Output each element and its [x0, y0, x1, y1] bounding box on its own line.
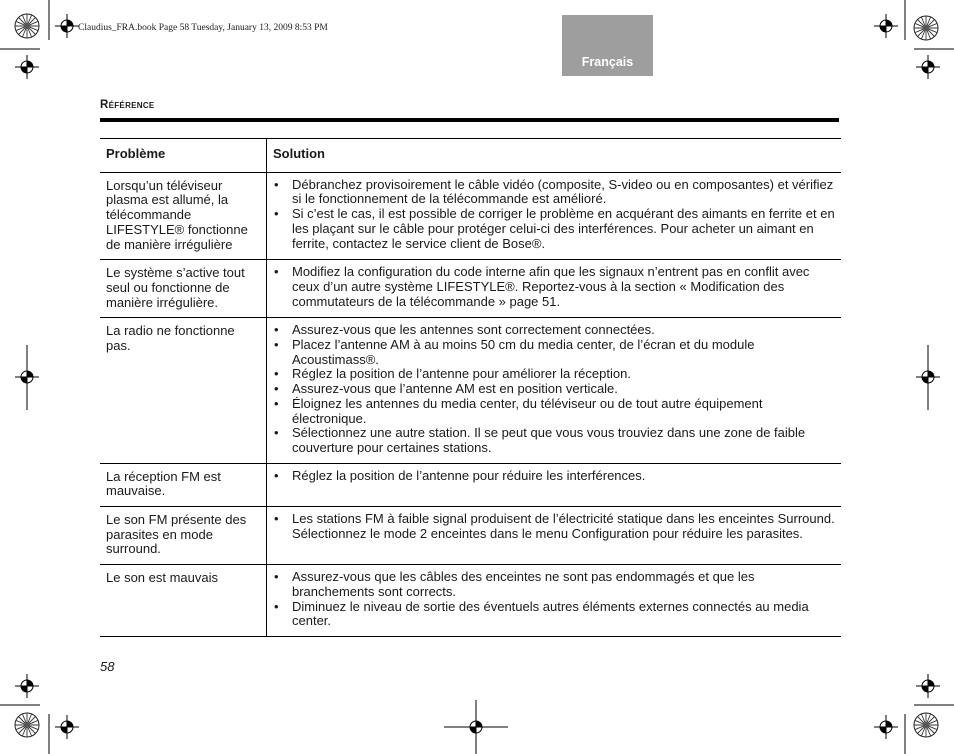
solution-item: • Si c’est le cas, il est possible de corriger le problème en acquérant des aimants en ferrite et en les plaçant sur le câble pour protéger celui-ci des interférences. Pour acheter un aimant en ferrite, contactez le service client de Bose®.	[273, 207, 836, 251]
table-row	[100, 565, 841, 637]
book-file-info: Claudius_FRA.book Page 58 Tuesday, January 13, 2009 8:53 PM	[78, 23, 328, 33]
solution-item: • Diminuez le niveau de sortie des éventuels autres éléments externes connectés au media center.	[273, 600, 836, 629]
table-row	[100, 260, 841, 318]
solution-item: • Réglez la position de l’antenne pour améliorer la réception.	[273, 367, 836, 382]
problem-cell: La réception FM est mauvaise.	[100, 463, 267, 506]
solution-item: • Éloignez les antennes du media center, du téléviseur ou de tout autre équipement électronique.	[273, 397, 836, 426]
solution-cell	[267, 507, 842, 565]
solution-item: • Assurez-vous que les antennes sont correctement connectées.	[273, 323, 836, 338]
solution-item: • Modifiez la configuration du code interne afin que les signaux n’entrent pas en conflit avec ceux d’un autre système LIFESTYLE®. Reportez-vous à la section « Modification des commutateurs de la télécommande » page 51.	[273, 265, 836, 309]
table-row	[100, 318, 841, 463]
troubleshooting-table	[100, 138, 841, 637]
solution-cell	[267, 565, 842, 637]
problem-cell: Le son FM présente des parasites en mode surround.	[100, 507, 267, 565]
solution-list	[273, 265, 836, 309]
page-number: 58	[100, 659, 115, 674]
solution-item: • Assurez-vous que les câbles des enceintes ne sont pas endommagés et que les branchements sont corrects.	[273, 570, 836, 599]
solution-list	[273, 570, 836, 629]
problem-cell: Le système s’active tout seul ou fonctionne de manière irrégulière.	[100, 260, 267, 318]
table-row	[100, 172, 841, 260]
solution-item: • Débranchez provisoirement le câble vidéo (composite, S-video ou en composantes) et vérifiez si le fonctionnement de la télécommande est amélioré.	[273, 178, 836, 207]
solution-item: • Sélectionnez une autre station. Il se peut que vous vous trouviez dans une zone de faible couverture pour certaines stations.	[273, 426, 836, 455]
table-header-row	[100, 139, 841, 173]
solution-cell	[267, 172, 842, 260]
problem-cell: Lorsqu’un téléviseur plasma est allumé, la télécommande LIFESTYLE® fonctionne de manière irrégulière	[100, 172, 267, 260]
language-tab-label: Français	[581, 55, 634, 69]
table-row	[100, 507, 841, 565]
section-title: Référence	[100, 99, 155, 111]
solution-cell	[267, 260, 842, 318]
solution-item: • Les stations FM à faible signal produisent de l’électricité statique dans les enceintes Surround. Sélectionnez le mode 2 enceintes dans le menu Configuration pour réduire les parasites.	[273, 512, 836, 541]
section-rule	[100, 118, 839, 122]
solution-item: • Assurez-vous que l’antenne AM est en position verticale.	[273, 382, 836, 397]
solution-list	[273, 512, 836, 541]
solution-cell	[267, 463, 842, 506]
table-body	[100, 172, 841, 636]
solution-list	[273, 178, 836, 252]
problem-cell: Le son est mauvais	[100, 565, 267, 637]
column-header-solution: Solution	[267, 139, 842, 173]
solution-item: • Réglez la position de l’antenne pour réduire les interférences.	[273, 469, 836, 484]
problem-cell: La radio ne fonctionne pas.	[100, 318, 267, 463]
solution-item: • Placez l’antenne AM à au moins 50 cm du media center, de l’écran et du module Acoustimass®.	[273, 338, 836, 367]
column-header-problem: Problème	[100, 139, 267, 173]
language-tab	[562, 15, 653, 76]
table-row	[100, 463, 841, 506]
solution-cell	[267, 318, 842, 463]
solution-list	[273, 469, 836, 484]
solution-list	[273, 323, 836, 455]
